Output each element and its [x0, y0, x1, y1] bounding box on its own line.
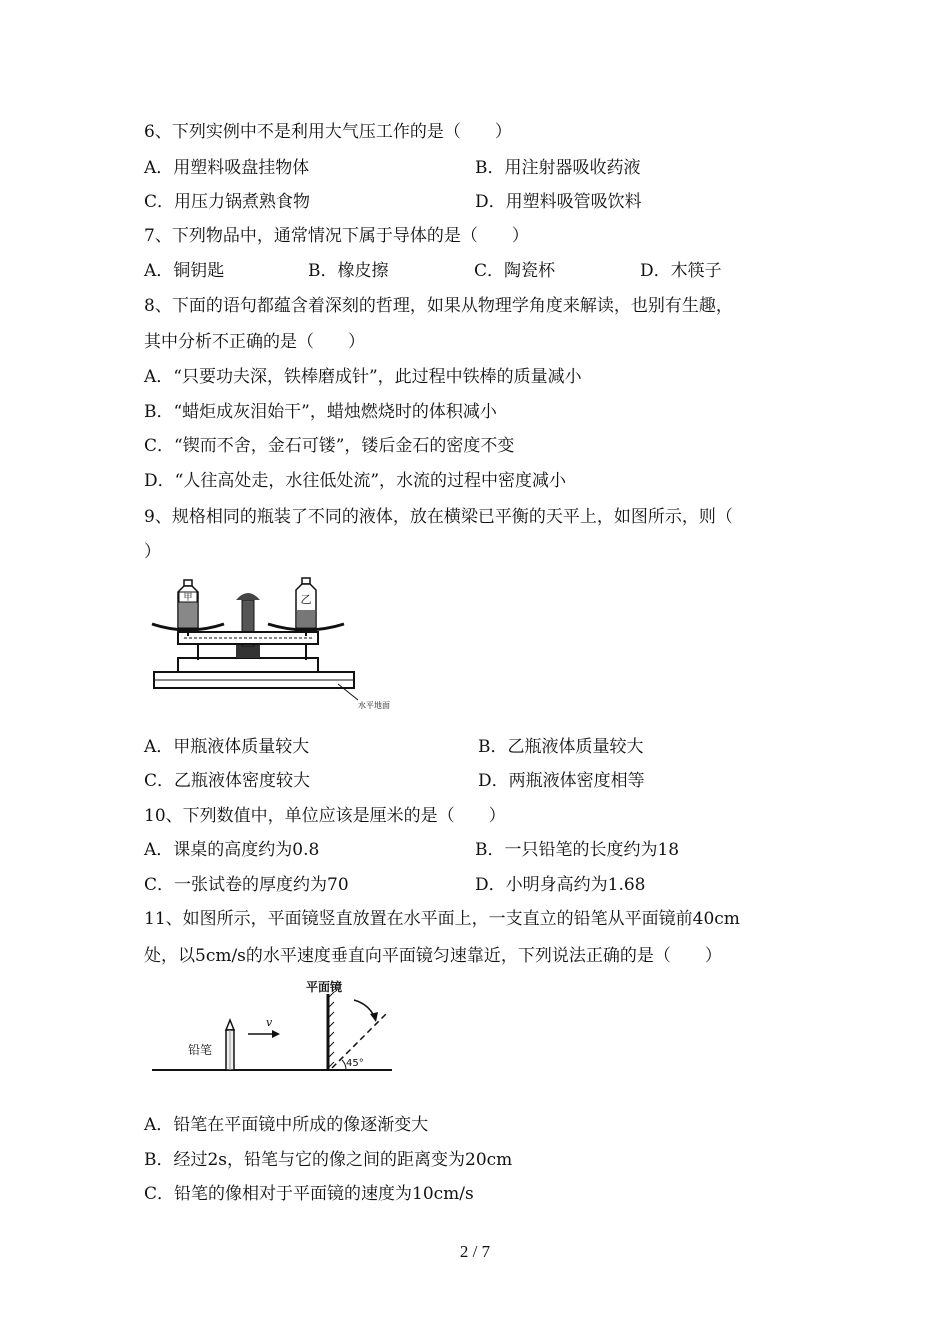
q9-stem-line2: ）: [144, 542, 161, 562]
q7-stem: 7、下列物品中，通常情况下属于导体的是（ ）: [144, 226, 529, 246]
q7-option-b: B．橡皮擦: [308, 261, 389, 281]
q6-option-a: A．用塑料吸盘挂物体: [144, 158, 310, 178]
q10-option-b: B．一只铅笔的长度约为18: [475, 840, 680, 860]
left-bottle: [178, 580, 198, 628]
pencil: [226, 1020, 234, 1070]
q9-stem-line1: 9、规格相同的瓶装了不同的液体，放在横梁已平衡的天平上，如图所示，则（: [144, 507, 733, 527]
q7-option-d: D．木筷子: [640, 261, 722, 281]
q6-option-d: D．用塑料吸管吸饮料: [475, 192, 642, 212]
right-bottle: [296, 578, 316, 628]
q9-option-a: A．甲瓶液体质量较大: [144, 737, 310, 757]
q11-option-a: A．铅笔在平面镜中所成的像逐渐变大: [144, 1115, 429, 1135]
q11-option-b: B．经过2s，铅笔与它的像之间的距离变为20cm: [144, 1150, 513, 1170]
q6-option-c: C．用压力锅煮熟食物: [144, 192, 311, 212]
q8-stem-line2: 其中分析不正确的是（ ）: [144, 332, 365, 352]
right-bottle-label: 乙: [300, 593, 312, 606]
q10-option-c: C．一张试卷的厚度约为70: [144, 875, 349, 895]
page-number: 2 / 7: [459, 1242, 491, 1261]
q8-option-b: B．“蜡炬成灰泪始干”，蜡烛燃烧时的体积减小: [144, 402, 497, 422]
q8-option-c: C．“锲而不舍，金石可镂”，镂后金石的密度不变: [144, 436, 515, 456]
q11-option-c: C．铅笔的像相对于平面镜的速度为10cm/s: [144, 1184, 474, 1204]
plane-mirror: [328, 992, 334, 1070]
q11-stem-line1: 11、如图所示，平面镜竖直放置在水平面上，一支直立的铅笔从平面镜前40cm: [144, 909, 740, 929]
mirror-figure: [148, 978, 398, 1076]
mirror-label: 平面镜: [306, 980, 343, 994]
q9-option-d: D．两瓶液体密度相等: [478, 771, 645, 791]
q6-option-b: B．用注射器吸收药液: [475, 158, 641, 178]
balance-figure: [148, 572, 408, 714]
q7-option-c: C．陶瓷杯: [474, 261, 556, 281]
ground-label: 水平地面: [358, 701, 390, 710]
q7-option-a: A．铜钥匙: [144, 261, 225, 281]
q8-stem-line1: 8、下面的语句都蕴含着深刻的哲理，如果从物理学角度来解读，也别有生趣，: [144, 296, 733, 316]
q10-option-a: A．课桌的高度约为0.8: [144, 840, 320, 860]
velocity-label: v: [266, 1016, 273, 1029]
q11-stem-line2: 处，以5cm/s的水平速度垂直向平面镜匀速靠近，下列说法正确的是（ ）: [144, 946, 722, 966]
pencil-label: 铅笔: [188, 1043, 213, 1057]
q9-option-b: B．乙瓶液体质量较大: [478, 737, 644, 757]
left-bottle-label: 甲: [183, 593, 193, 603]
q8-option-d: D．“人往高处走，水往低处流”，水流的过程中密度减小: [144, 471, 567, 491]
q8-option-a: A．“只要功夫深，铁棒磨成针”，此过程中铁棒的质量减小: [144, 367, 582, 387]
q9-option-c: C．乙瓶液体密度较大: [144, 771, 311, 791]
q10-option-d: D．小明身高约为1.68: [475, 875, 646, 895]
q10-stem: 10、下列数值中，单位应该是厘米的是（ ）: [144, 806, 506, 826]
angle-label: 45°: [346, 1058, 364, 1069]
q6-stem: 6、下列实例中不是利用大气压工作的是（ ）: [144, 122, 512, 142]
